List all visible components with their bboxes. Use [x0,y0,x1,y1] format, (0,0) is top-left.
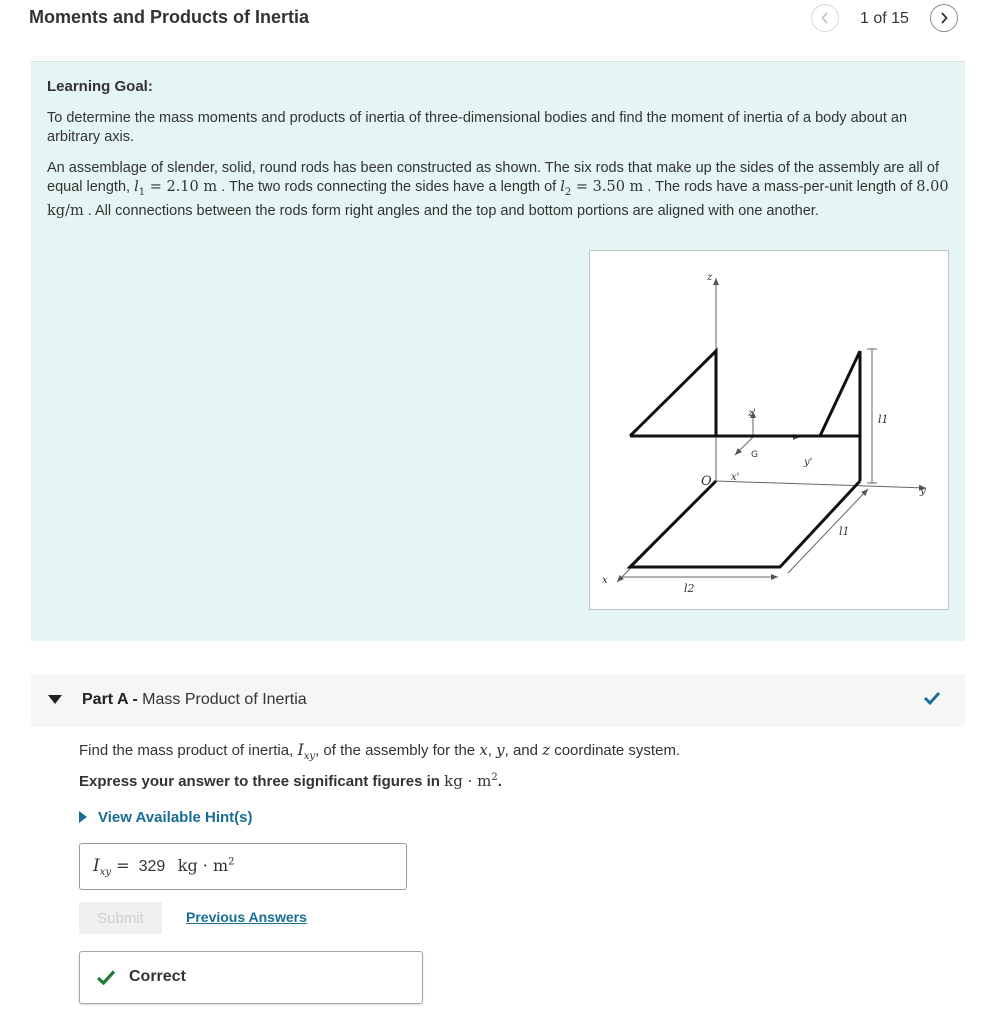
problem-description: An assemblage of slender, solid, round rods has been constructed as shown. The six rods that make up the sides of the assembly are all of equal length, $l_1 = 2.10$ m . The two rods connecting the sides have a length of $l_2 = 3.50$ m . The rods have a mass-per-unit length of 8.00 kg/m . All connections between the rods form right angles and the top and bottom portions are aligned with one another. [47,160,949,219]
previous-answers-link[interactable]: Previous Answers [186,909,307,925]
y-axis [716,481,926,488]
z-prime-label: z' [748,408,757,419]
learning-goal-heading: Learning Goal: [47,78,153,95]
header [0,0,996,40]
expand-triangle-icon [79,811,87,823]
part-a-title: Part A - Mass Product of Inertia [82,691,307,708]
previous-item-button[interactable] [811,4,839,32]
origin-label: O [701,474,712,489]
mass-per-length-value: 8.00 kg/m [47,179,949,219]
x-label: x [602,575,608,586]
answer-instruction: Express your answer to three significant figures in kg · $m^2$. [79,772,502,790]
learning-goal-text: To determine the mass moments and products of inertia of three-dimensional bodies and find the moment of inertia of a body about an arbitrary axis. [47,110,908,145]
collapse-triangle-icon[interactable] [48,695,62,704]
submit-button[interactable]: Submit [79,902,162,934]
chevron-right-icon [939,11,949,25]
learning-goal-panel [31,61,965,641]
chevron-left-icon [820,11,830,25]
y-label: y [920,486,926,497]
l2-value: 3.50 m [592,179,644,195]
answer-unit: kg · m [177,856,229,875]
page-title: Moments and Products of Inertia [29,7,310,27]
rod-bottom [630,481,860,567]
answer-value: 329 [138,858,166,875]
x-prime-label: x' [731,472,740,483]
correct-feedback [79,951,423,1004]
part-a-header[interactable] [31,674,965,727]
y-prime-label: y' [804,457,813,468]
question-text: Find the mass product of inertia, $I_{xy}$, of the assembly for the x, y, and z coordinate system. [79,740,681,762]
l1-diagonal-dimension [788,489,868,573]
rod-assembly-figure [589,250,949,610]
l1-value: 2.10 m [166,179,218,195]
z-label: z [707,272,713,283]
view-hints-link[interactable]: View Available Hint(s) [79,809,253,826]
rod-assembly-diagram [590,251,948,609]
rod-top-frame [630,351,820,436]
g-label: G [751,450,758,460]
page-counter: 1 of 15 [860,10,909,27]
check-icon [923,690,941,706]
l1-top-label: l1 [878,413,889,426]
l2-label: l2 [684,582,695,595]
correct-label: Correct [129,968,186,985]
l1-bottom-label: l1 [839,525,850,538]
rod-top-diagonal [820,351,860,436]
answer-field[interactable]: $I_{xy} = 329$ kg · $m^2$ [79,843,407,890]
next-item-button[interactable] [930,4,958,32]
check-icon [96,969,116,986]
